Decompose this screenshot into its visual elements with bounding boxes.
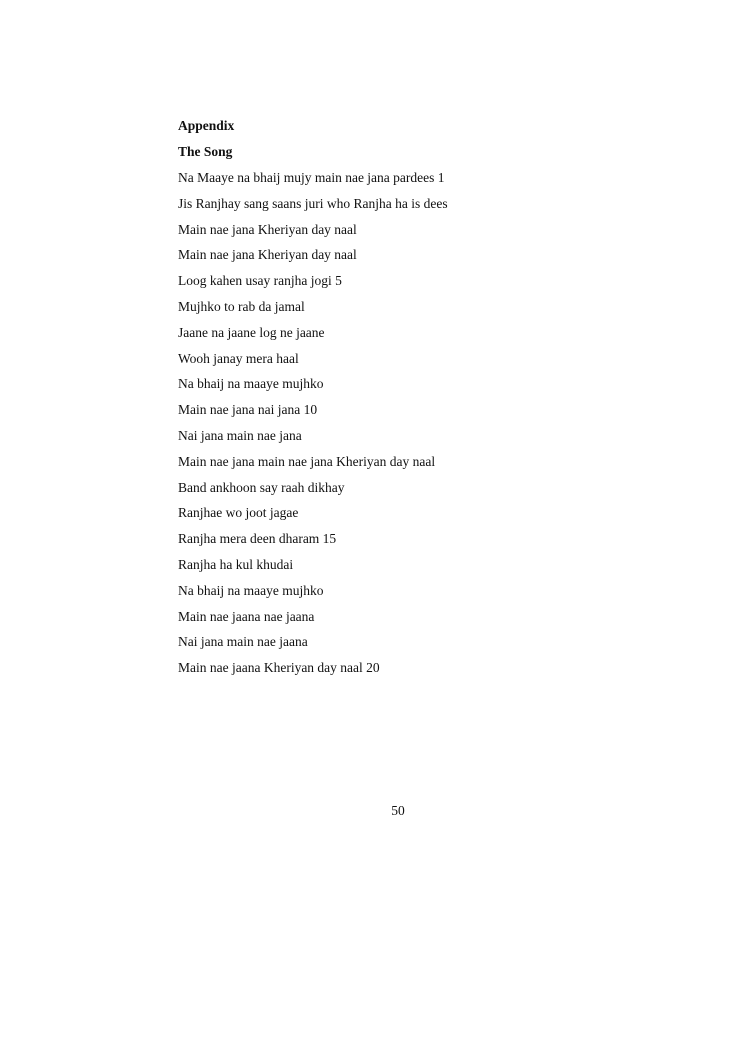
page-number: 50	[391, 803, 405, 818]
song-lyrics	[178, 165, 678, 681]
lyric-line: Ranjhae wo joot jagae	[178, 505, 299, 521]
lyric-line: Band ankhoon say raah dikhay	[178, 479, 345, 495]
lyric-line: Ranjha ha kul khudai	[178, 556, 294, 572]
lyric-line: Main nae jana main nae jana Kheriyan day naal	[178, 453, 436, 469]
lyric-line: Jaane na jaane log ne jaane	[178, 324, 325, 340]
lyric-line: Main nae jaana Kheriyan day naal 20	[178, 660, 380, 676]
lyric-line: Main nae jaana nae jaana	[178, 608, 315, 624]
lyric-line: Wooh janay mera haal	[178, 350, 299, 366]
lyric-line: Ranjha mera deen dharam 15	[178, 531, 337, 547]
lyric-line: Loog kahen usay ranjha jogi 5	[178, 273, 342, 289]
song-heading: The Song	[178, 144, 233, 159]
page-content	[178, 113, 678, 681]
lyric-line: Nai jana main nae jana	[178, 427, 302, 443]
appendix-heading: Appendix	[178, 118, 235, 133]
lyric-line: Jis Ranjhay sang saans juri who Ranjha ha is dees	[178, 195, 448, 211]
lyric-line: Main nae jana nai jana 10	[178, 402, 318, 418]
lyric-line: Main nae jana Kheriyan day naal	[178, 247, 357, 263]
lyric-line: Nai jana main nae jaana	[178, 634, 308, 650]
lyric-line: Na bhaij na maaye mujhko	[178, 376, 324, 392]
lyric-line: Main nae jana Kheriyan day naal	[178, 221, 357, 237]
lyric-line: Mujhko to rab da jamal	[178, 298, 305, 314]
lyric-line: Na bhaij na maaye mujhko	[178, 582, 324, 598]
lyric-line: Na Maaye na bhaij mujy main nae jana pardees 1	[178, 170, 445, 185]
